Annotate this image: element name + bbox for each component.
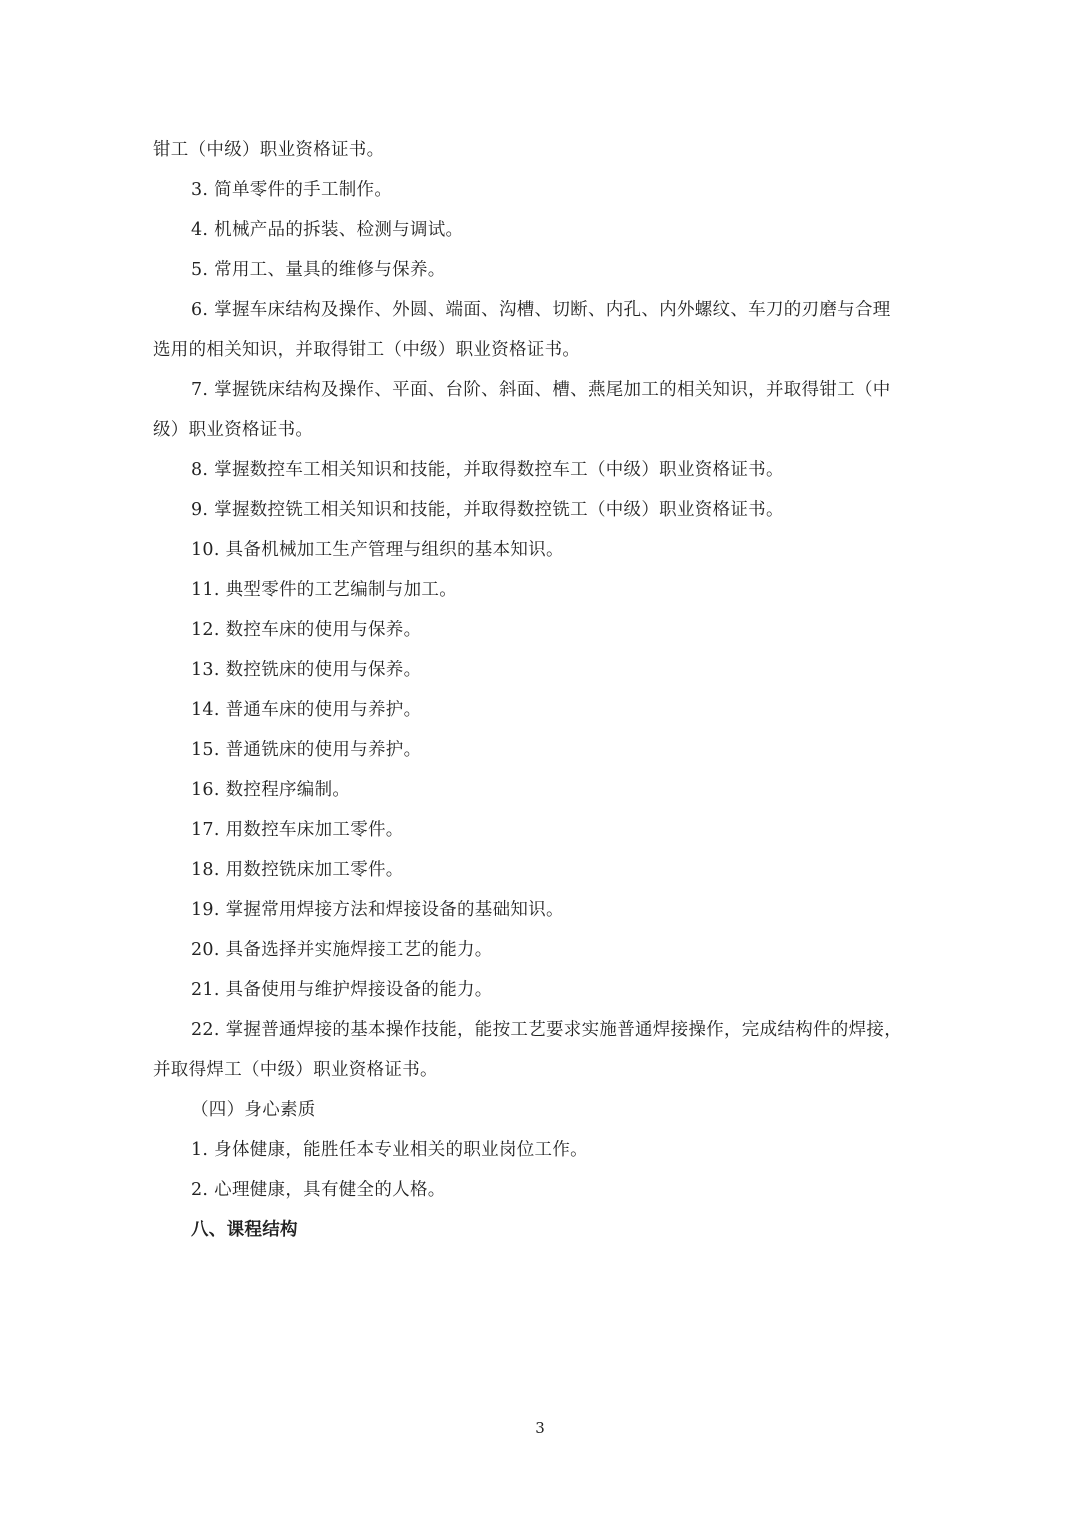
list-item: 1. 身体健康，能胜任本专业相关的职业岗位工作。 xyxy=(191,1140,588,1160)
list-item: 12. 数控车床的使用与保养。 xyxy=(191,620,422,640)
list-item: 8. 掌握数控车工相关知识和技能，并取得数控车工（中级）职业资格证书。 xyxy=(191,460,784,480)
list-item: 9. 掌握数控铣工相关知识和技能，并取得数控铣工（中级）职业资格证书。 xyxy=(191,500,784,520)
list-item: 3. 简单零件的手工制作。 xyxy=(191,180,393,200)
list-item: 7. 掌握铣床结构及操作、平面、台阶、斜面、槽、燕尾加工的相关知识，并取得钳工（中 xyxy=(191,380,891,400)
list-item: 11. 典型零件的工艺编制与加工。 xyxy=(191,580,457,600)
list-item: 2. 心理健康，具有健全的人格。 xyxy=(191,1180,446,1200)
text-line: 选用的相关知识，并取得钳工（中级）职业资格证书。 xyxy=(153,340,581,360)
list-item: 22. 掌握普通焊接的基本操作技能，能按工艺要求实施普通焊接操作，完成结构件的焊接， xyxy=(191,1020,902,1040)
list-item: 16. 数控程序编制。 xyxy=(191,780,351,800)
text-line: 级）职业资格证书。 xyxy=(153,420,314,440)
list-item: 10. 具备机械加工生产管理与组织的基本知识。 xyxy=(191,540,564,560)
list-item: 20. 具备选择并实施焊接工艺的能力。 xyxy=(191,940,493,960)
subsection-title: （四）身心素质 xyxy=(191,1100,316,1120)
text-line: 钳工（中级）职业资格证书。 xyxy=(153,140,385,160)
list-item: 17. 用数控车床加工零件。 xyxy=(191,820,404,840)
section-heading: 八、课程结构 xyxy=(191,1220,298,1240)
list-item: 19. 掌握常用焊接方法和焊接设备的基础知识。 xyxy=(191,900,564,920)
list-item: 18. 用数控铣床加工零件。 xyxy=(191,860,404,880)
list-item: 5. 常用工、量具的维修与保养。 xyxy=(191,260,446,280)
list-item: 14. 普通车床的使用与养护。 xyxy=(191,700,422,720)
list-item: 13. 数控铣床的使用与保养。 xyxy=(191,660,422,680)
body-text xyxy=(153,130,933,1250)
list-item: 6. 掌握车床结构及操作、外圆、端面、沟槽、切断、内孔、内外螺纹、车刀的刃磨与合理 xyxy=(191,300,891,320)
list-item: 4. 机械产品的拆装、检测与调试。 xyxy=(191,220,464,240)
list-item: 21. 具备使用与维护焊接设备的能力。 xyxy=(191,980,493,1000)
text-line: 并取得焊工（中级）职业资格证书。 xyxy=(153,1060,438,1080)
list-item: 15. 普通铣床的使用与养护。 xyxy=(191,740,422,760)
page-number: 3 xyxy=(535,1419,545,1437)
